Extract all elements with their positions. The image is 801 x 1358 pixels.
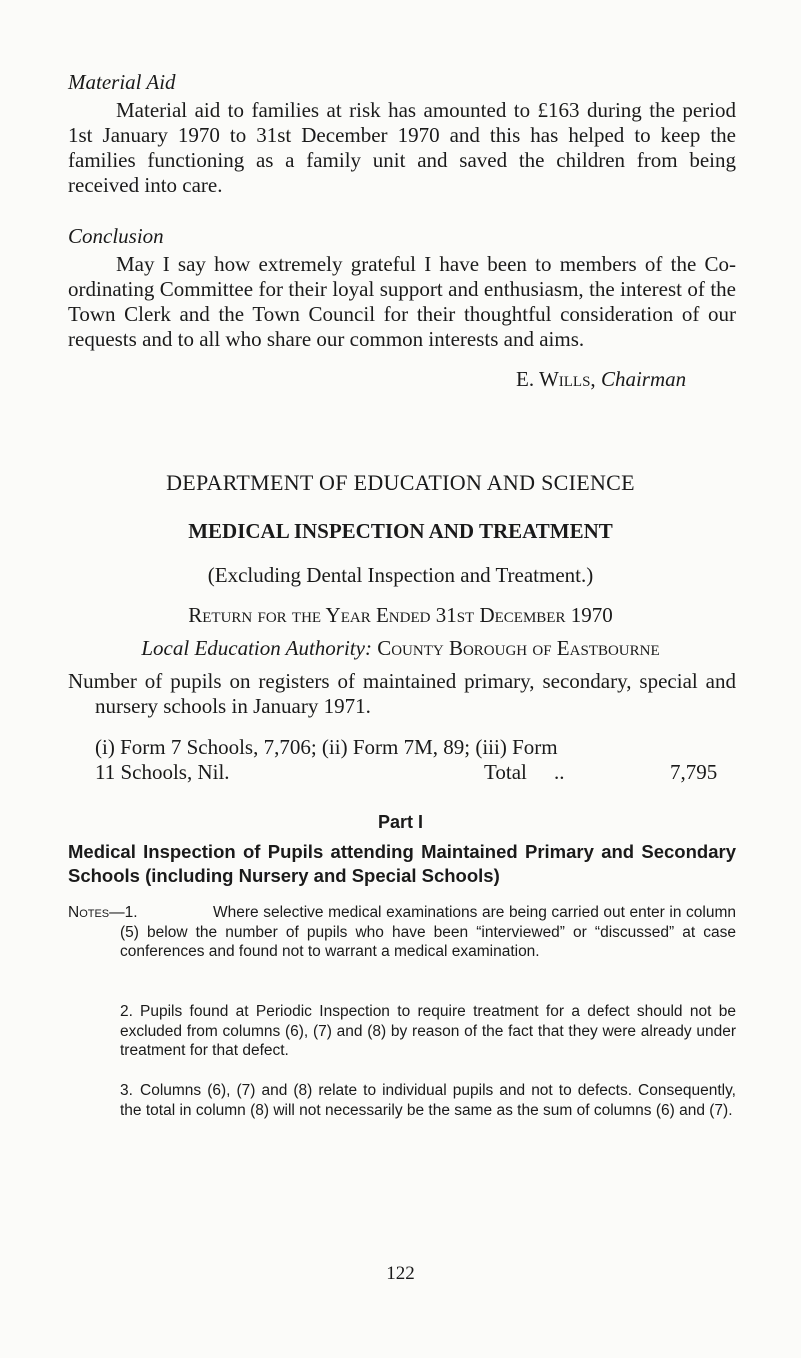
material-aid-heading: Material Aid <box>68 70 176 94</box>
conclusion-heading: Conclusion <box>68 224 164 248</box>
notes-dash: — <box>109 904 125 921</box>
return-line: Return for the Year Ended 31st December 1970 <box>188 603 613 627</box>
medical-inspection-title: MEDICAL INSPECTION AND TREATMENT <box>188 519 613 543</box>
note-1: Where selective medical examinations are being carried out enter in column (5) below the number of pupils who have been “interviewed” or “discussed” at case conferences and found not to warrant a medical examination. <box>120 904 736 960</box>
pupils-paragraph: Number of pupils on registers of maintained primary, secondary, special and nursery schools in January 1971. <box>68 669 736 718</box>
material-aid-paragraph: Material aid to families at risk has amounted to £163 during the period 1st January 1970 to 31st December 1970 and this has helped to keep the families functioning as a family unit and saved the children from being received into care. <box>68 98 736 197</box>
lea-value: County Borough of Eastbourne <box>377 636 660 660</box>
part-label: Part I <box>377 812 424 832</box>
signature-title: Chairman <box>600 367 687 391</box>
signature <box>516 367 686 392</box>
total-dots: .. <box>554 760 565 784</box>
part-heading: Medical Inspection of Pupils attending Maintained Primary and Secondary Schools (including Nursery and Special Schools) <box>68 841 736 886</box>
note-3-number: 3. <box>120 1082 133 1099</box>
excluding-note: (Excluding Dental Inspection and Treatment.) <box>207 563 594 587</box>
note-2-number: 2. <box>120 1003 133 1020</box>
forms-line-1: (i) Form 7 Schools, 7,706; (ii) Form 7M, 89; (iii) Form <box>95 735 558 759</box>
note-2: Pupils found at Periodic Inspection to require treatment for a defect should not be excluded from columns (6), (7) and (8) by reason of the fact that they were already under treatment for that defect. <box>120 1003 736 1059</box>
note-1-number: 1. <box>124 904 138 921</box>
signature-name: E. Wills, <box>516 367 596 391</box>
forms-line-2: 11 Schools, Nil. <box>95 760 230 784</box>
total-label: Total <box>484 760 527 784</box>
department-title: DEPARTMENT OF EDUCATION AND SCIENCE <box>166 470 635 495</box>
total-value: 7,795 <box>670 760 718 784</box>
page-number: 122 <box>386 1263 415 1284</box>
lea-line <box>0 636 801 661</box>
note-3: Columns (6), (7) and (8) relate to individual pupils and not to defects. Consequently, the total in column (8) will not necessarily be the same as the sum of columns (6) and (7). <box>120 1082 736 1119</box>
lea-label: Local Education Authority: <box>141 636 372 660</box>
notes-label: Notes <box>68 904 110 921</box>
conclusion-paragraph: May I say how extremely grateful I have been to members of the Co-ordinating Committee for their loyal support and enthusiasm, the interest of the Town Clerk and the Town Council for their thoughtful consideration of our requests and to all who share our common interests and aims. <box>68 252 736 351</box>
